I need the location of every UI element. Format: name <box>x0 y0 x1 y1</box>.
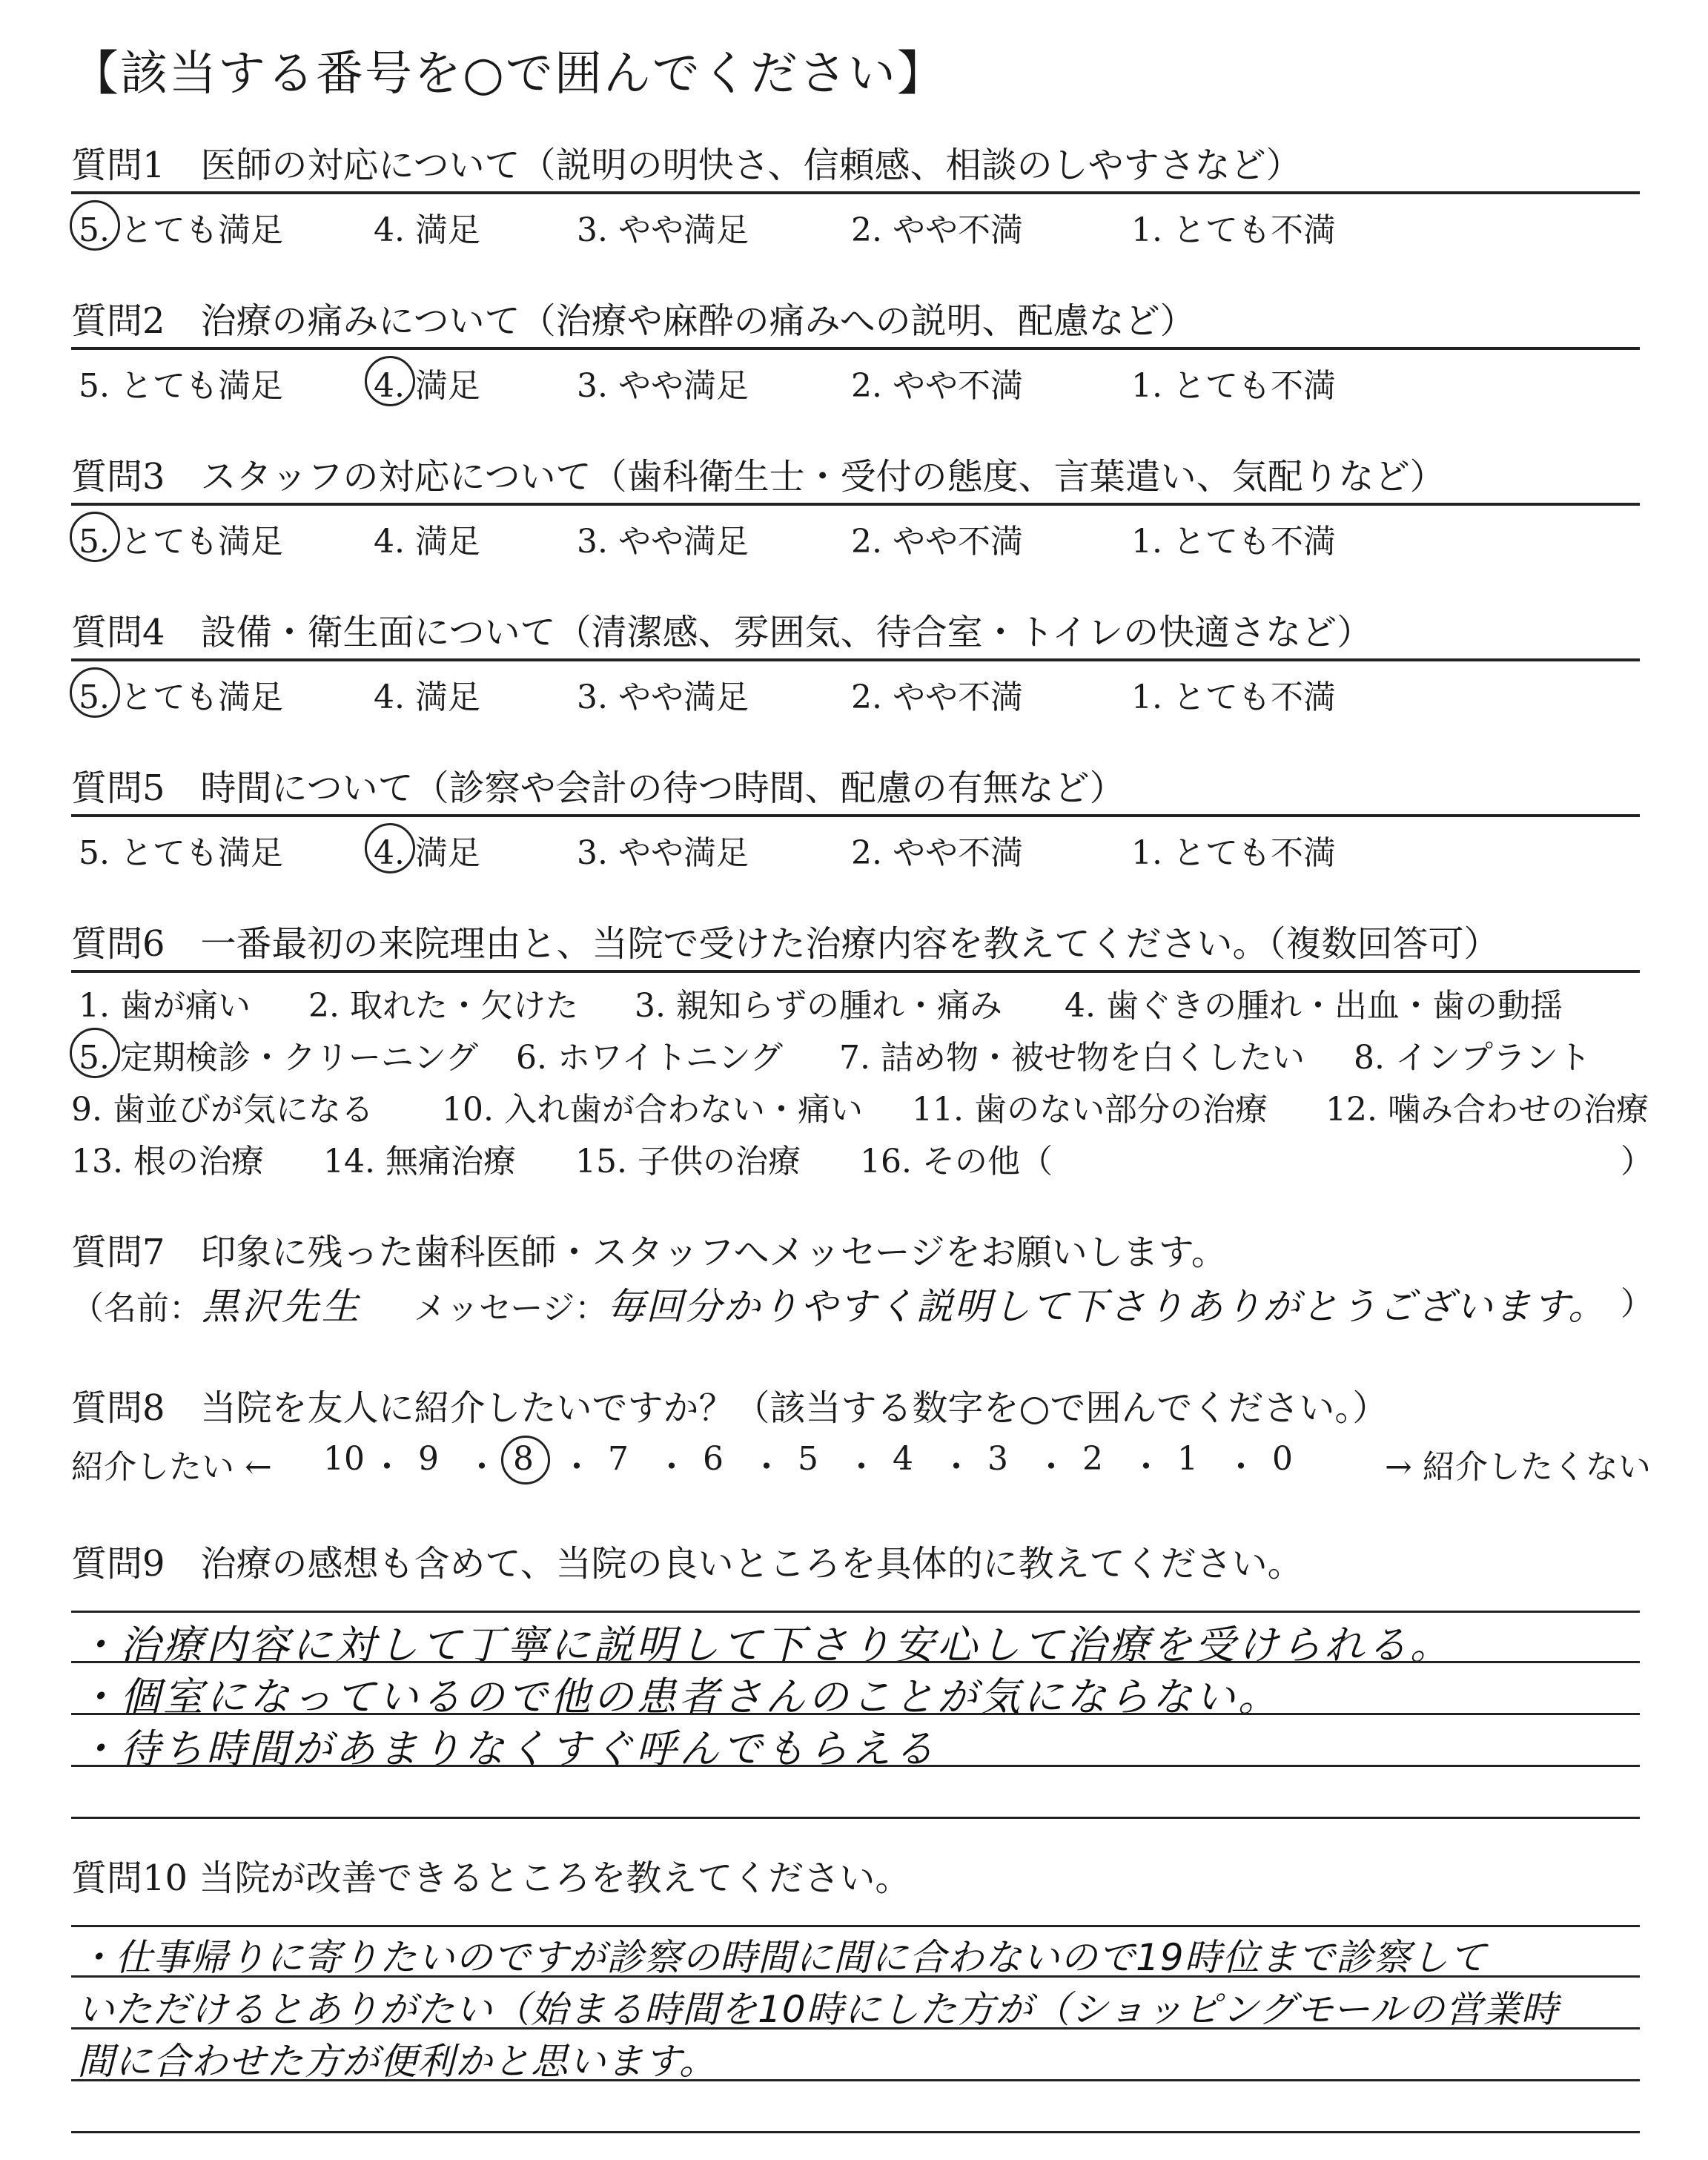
q6-option-10[interactable]: 10. 入れ歯が合わない・痛い <box>442 1091 863 1129</box>
q8-scale-value[interactable]: 8 <box>513 1440 534 1478</box>
question-10 <box>71 1854 1640 1903</box>
question-6 <box>71 919 1653 1180</box>
q6-row-1 <box>71 973 1640 1025</box>
q8-scale-separator: ・ <box>560 1448 593 1486</box>
question-5-label: 質問5 時間について（診察や会計の待つ時間、配慮の有無など） <box>71 767 1125 809</box>
q8-scale-separator: ・ <box>1035 1448 1068 1486</box>
question-4-label: 質問4 設備・衛生面について（清潔感、雰囲気、待合室・トイレの快適さなど） <box>71 612 1373 653</box>
q9-line-5 <box>71 1817 1640 1819</box>
q3-option-4[interactable]: 4. 満足 <box>374 523 480 561</box>
q4-option-1[interactable]: 1. とても不満 <box>1131 678 1336 716</box>
q1-option-3[interactable]: 3. やや満足 <box>577 211 749 249</box>
q8-scale-separator: ・ <box>371 1448 403 1486</box>
q10-line-3 <box>71 2027 1640 2029</box>
q6-option-13[interactable]: 13. 根の治療 <box>71 1143 264 1180</box>
question-6-label: 質問6 一番最初の来院理由と、当院で受けた治療内容を教えてください。（複数回答可） <box>71 923 1500 965</box>
q4-option-3[interactable]: 3. やや満足 <box>577 678 749 716</box>
q6-option-6[interactable]: 6. ホワイトニング <box>516 1039 784 1077</box>
q4-option-4[interactable]: 4. 満足 <box>374 678 480 716</box>
q8-scale-value[interactable]: 10 <box>323 1440 365 1478</box>
q10-line-4 <box>71 2079 1640 2081</box>
question-10-label: 質問10 当院が改善できるところを教えてください。 <box>71 1857 911 1899</box>
question-3-options <box>71 506 1640 559</box>
question-7-label: 質問7 印象に残った歯科医師・スタッフへメッセージをお願いします。 <box>71 1232 1227 1273</box>
q8-scale-separator: ・ <box>940 1448 973 1486</box>
q10-line-2 <box>71 1975 1640 1978</box>
q10-answer-2[interactable]: いただけるとありがたい（始まる時間を10時にした方が（ショッピングモールの営業時 <box>77 1988 1559 2031</box>
q6-option-5[interactable]: 5. 定期検診・クリーニング <box>79 1031 478 1078</box>
q8-scale-separator: ・ <box>845 1448 878 1486</box>
q6-row-3 <box>71 1077 1649 1129</box>
q8-scale-value[interactable]: 0 <box>1272 1440 1293 1478</box>
q6-row-2 <box>71 1025 1640 1077</box>
q3-option-2[interactable]: 2. やや不満 <box>851 523 1023 561</box>
question-1-label: 質問1 医師の対応について（説明の明快さ、信頼感、相談のしやすさなど） <box>71 145 1302 186</box>
question-4-options <box>71 661 1640 715</box>
question-1 <box>71 141 1640 248</box>
question-5-options <box>71 817 1640 871</box>
q4-option-5[interactable]: 5. とても満足 <box>79 670 283 718</box>
question-4 <box>71 608 1640 715</box>
q2-option-2[interactable]: 2. やや不満 <box>851 367 1023 405</box>
q5-option-1[interactable]: 1. とても不満 <box>1131 834 1336 872</box>
q8-scale-separator: ・ <box>1225 1448 1257 1486</box>
q1-option-4[interactable]: 4. 満足 <box>374 211 480 249</box>
q1-option-1[interactable]: 1. とても不満 <box>1131 211 1336 249</box>
question-2-label: 質問2 治療の痛みについて（治療や麻酔の痛みへの説明、配慮など） <box>71 300 1196 342</box>
q8-scale-separator: ・ <box>655 1448 688 1486</box>
question-1-options <box>71 194 1640 248</box>
q5-option-5[interactable]: 5. とても満足 <box>79 834 283 872</box>
question-3 <box>71 452 1640 559</box>
q6-option-14[interactable]: 14. 無痛治療 <box>323 1143 516 1180</box>
question-9-label: 質問9 治療の感想も含めて、当院の良いところを具体的に教えてください。 <box>71 1543 1303 1585</box>
question-3-label: 質問3 スタッフの対応について（歯科衛生士・受付の態度、言葉遣い、気配りなど） <box>71 456 1446 498</box>
question-8 <box>71 1384 1640 1433</box>
q7-name-label: （名前： <box>71 1289 202 1327</box>
q5-option-2[interactable]: 2. やや不満 <box>851 834 1023 872</box>
q3-option-5[interactable]: 5. とても満足 <box>79 515 283 562</box>
q7-message-label: メッセージ： <box>414 1289 608 1327</box>
q10-line-1 <box>71 1925 1640 1927</box>
q10-answer-3[interactable]: 間に合わせた方が便利かと思います。 <box>77 2040 717 2083</box>
q8-scale-value[interactable]: 6 <box>703 1440 724 1478</box>
q5-option-3[interactable]: 3. やや満足 <box>577 834 749 872</box>
q6-option-7[interactable]: 7. 詰め物・被せ物を白くしたい <box>839 1039 1305 1077</box>
q7-close-paren: ） <box>1621 1285 1653 1323</box>
q9-answer-3[interactable]: ・待ち時間があまりなくすぐ呼んでもらえる <box>77 1725 937 1772</box>
q6-option-12[interactable]: 12. 噛み合わせの治療 <box>1325 1091 1649 1129</box>
q2-option-5[interactable]: 5. とても満足 <box>79 367 283 405</box>
q7-name-value[interactable]: 黒沢先生 <box>202 1285 362 1328</box>
q10-line-5 <box>71 2131 1640 2133</box>
q9-line-1 <box>71 1611 1640 1613</box>
q9-line-4 <box>71 1765 1640 1767</box>
q7-answer-row <box>71 1277 1653 1330</box>
q6-option-2[interactable]: 2. 取れた・欠けた <box>308 987 578 1025</box>
q8-scale-value[interactable]: 5 <box>798 1440 818 1478</box>
q5-option-4[interactable]: 4. 満足 <box>374 826 480 873</box>
q6-option-4[interactable]: 4. 歯ぐきの腫れ・出血・歯の動揺 <box>1065 987 1563 1025</box>
q1-option-5[interactable]: 5. とても満足 <box>79 203 283 251</box>
q3-option-3[interactable]: 3. やや満足 <box>577 523 749 561</box>
q6-option-16[interactable]: 16. その他（ <box>860 1143 1053 1180</box>
q8-scale-separator: ・ <box>750 1448 783 1486</box>
q4-option-2[interactable]: 2. やや不満 <box>851 678 1023 716</box>
q6-option-15[interactable]: 15. 子供の治療 <box>575 1143 801 1180</box>
q6-other-close: ） <box>1621 1143 1653 1180</box>
q9-answer-2[interactable]: ・個室になっているので他の患者さんのことが気にならない。 <box>77 1674 1281 1720</box>
question-5 <box>71 764 1640 871</box>
q8-scale-value[interactable]: 3 <box>987 1440 1008 1478</box>
q8-right-label: → 紹介したくない <box>1385 1448 1651 1486</box>
q8-scale-separator: ・ <box>1130 1448 1162 1486</box>
q1-option-2[interactable]: 2. やや不満 <box>851 211 1023 249</box>
question-8-label: 質問8 当院を友人に紹介したいですか？（該当する数字を○で囲んでください。） <box>71 1387 1388 1429</box>
q9-line-3 <box>71 1713 1640 1715</box>
q6-option-3[interactable]: 3. 親知らずの腫れ・痛み <box>635 987 1002 1025</box>
q8-scale <box>71 1440 1651 1492</box>
q6-option-8[interactable]: 8. インプラント <box>1354 1039 1591 1077</box>
q6-row-4 <box>71 1129 1653 1180</box>
page-title: 【該当する番号を○で囲んでください】 <box>71 47 946 102</box>
q6-option-9[interactable]: 9. 歯並びが気になる <box>71 1091 374 1129</box>
q8-scale-value[interactable]: 9 <box>418 1440 439 1478</box>
q2-option-4[interactable]: 4. 満足 <box>374 359 480 406</box>
q8-scale-value[interactable]: 1 <box>1177 1440 1198 1478</box>
q10-answer-1[interactable]: ・仕事帰りに寄りたいのですが診察の時間に間に合わないので19時位まで診察して <box>77 1936 1487 1979</box>
q9-line-2 <box>71 1661 1640 1663</box>
q6-option-11[interactable]: 11. 歯のない部分の治療 <box>912 1091 1268 1129</box>
q8-scale-value[interactable]: 7 <box>608 1440 629 1478</box>
q8-selected-circle <box>501 1436 550 1484</box>
question-9 <box>71 1539 1640 1588</box>
q6-option-1[interactable]: 1. 歯が痛い <box>79 987 251 1025</box>
q8-scale-value[interactable]: 2 <box>1082 1440 1103 1478</box>
q9-answer-1[interactable]: ・治療内容に対して丁寧に説明して下さり安心して治療を受けられる。 <box>77 1622 1453 1668</box>
question-2-options <box>71 350 1640 403</box>
q7-message-value[interactable]: 毎回分かりやすく説明して下さりありがとうございます。 <box>607 1285 1607 1328</box>
q8-scale-separator: ・ <box>466 1448 498 1486</box>
question-7 <box>71 1228 1640 1277</box>
q3-option-1[interactable]: 1. とても不満 <box>1131 523 1336 561</box>
q8-left-label: 紹介したい ← <box>71 1448 272 1486</box>
q2-option-1[interactable]: 1. とても不満 <box>1131 367 1336 405</box>
q8-scale-value[interactable]: 4 <box>893 1440 913 1478</box>
question-2 <box>71 297 1640 403</box>
q2-option-3[interactable]: 3. やや満足 <box>577 367 749 405</box>
